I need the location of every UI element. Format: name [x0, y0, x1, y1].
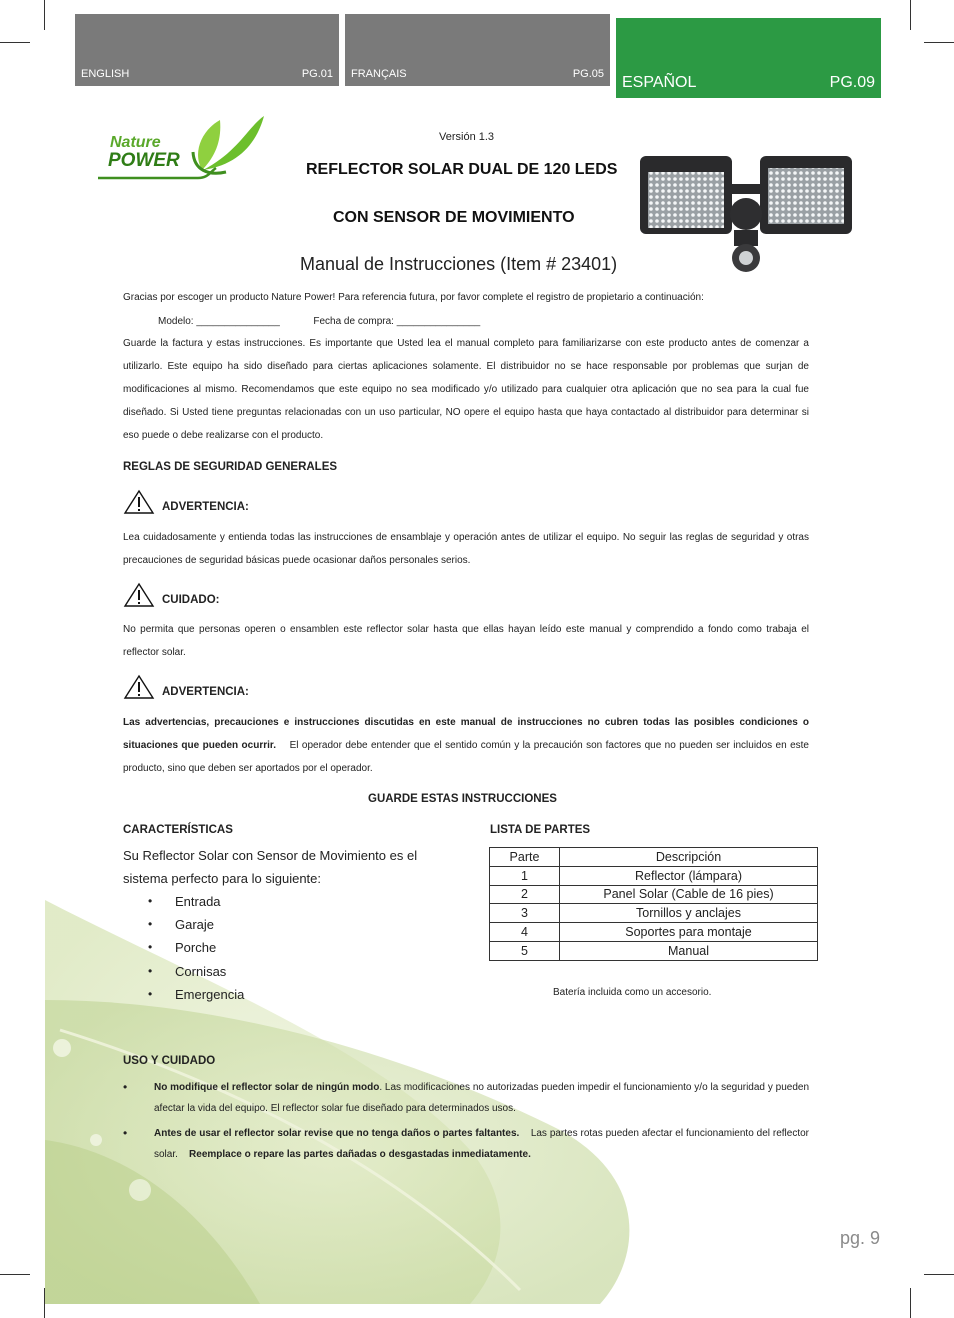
column-header: Parte	[490, 848, 560, 867]
care-item-1: • No modifique el reflector solar de ningún modo. Las modificaciones no autorizadas pueden impedir el funcionamiento y/o la seguridad y pueden afectar la vida del equipo. El reflector solar fue diseñado para determinados usos.	[123, 1080, 810, 1114]
care-item-2: • Antes de usar el reflector solar revise que no tenga daños o partes faltantes. Las partes rotas pueden afectar el funcionamiento del reflector solar. Reemplace o repare las partes dañadas o desgastadas inmediatamente.	[123, 1126, 809, 1160]
tab-english-page: PG.01	[301, 68, 333, 80]
care-item-1-text: . Las modificaciones no autorizadas pueden impedir el funcionamiento y/o la seguridad y pueden afectar la vida del equipo. El reflector solar fue diseñado para determinados usos.	[154, 1082, 810, 1114]
intro-thanks: Gracias por escoger un producto Nature Power! Para referencia futura, por favor complete el registro de propietario a continuación:	[123, 292, 704, 303]
features-list	[148, 890, 244, 1006]
title-line-1: REFLECTOR SOLAR DUAL DE 120 LEDS	[306, 161, 618, 178]
tab-francais-label: FRANÇAIS	[351, 68, 407, 80]
tab-english[interactable]	[75, 14, 339, 86]
table-row: 3 Tornillos y anclajes	[490, 904, 818, 923]
warning-2-text	[123, 711, 809, 780]
care-item-2-bold-2: Reemplace o repare las partes dañadas o desgastadas inmediatamente.	[189, 1149, 531, 1160]
list-item: • Entrada	[148, 894, 221, 909]
caution-text: No permita que personas operen o ensamblen este reflector solar hasta que ellas hayan leído este manual y comprendido a fondo como trabaja el reflector solar.	[123, 624, 809, 658]
tab-espanol-page: PG.09	[829, 74, 875, 91]
features-heading: CARACTERÍSTICAS	[123, 824, 233, 836]
warning-triangle-icon	[123, 489, 155, 515]
logo-text-nature: Nature	[110, 134, 161, 151]
parts-heading: LISTA DE PARTES	[490, 824, 591, 836]
tab-francais[interactable]	[345, 14, 610, 86]
list-item: • Porche	[148, 940, 217, 956]
model-field-label: Modelo: _______________	[158, 316, 280, 327]
nature-power-logo	[98, 112, 270, 184]
table-row: 2 Panel Solar (Cable de 16 pies)	[490, 885, 818, 904]
battery-note: Batería incluida como un accesorio.	[553, 987, 712, 998]
warning-2-label: ADVERTENCIA:	[162, 686, 249, 698]
column-header: Descripción	[560, 848, 818, 867]
warning-2-bold: Las advertencias, precauciones e instrucciones discutidas en este manual de instrucciones no cubren todas las posibles condiciones o situaciones que pueden ocurrir.	[123, 717, 809, 751]
caution	[123, 580, 220, 608]
table-row: 1 Reflector (lámpara)	[490, 866, 818, 885]
purchase-date-field-label: Fecha de compra: _______________	[313, 316, 481, 327]
care-item-2-text: Las partes rotas pueden afectar el funcionamiento del reflector solar.	[154, 1128, 809, 1160]
table-row: 4 Soportes para montaje	[490, 923, 818, 942]
logo-text-power: POWER	[108, 150, 180, 171]
tab-francais-page: PG.05	[572, 68, 604, 80]
care-item-2-bold: Antes de usar el reflector solar revise que no tenga daños o partes faltantes.	[154, 1128, 520, 1139]
caution-label: CUIDADO:	[162, 594, 220, 606]
subtitle: Manual de Instrucciones (Item # 23401)	[300, 254, 618, 274]
intro-paragraph: Guarde la factura y estas instrucciones. Es importante que Usted lea el manual completo para familiarizarse con este producto antes de comenzar a utilizarlo. Este equipo ha sido diseñado para ciertas aplicaciones solamente. El distribuidor no se hace responsable por problemas que surjan de modificaciones al mismo. Recomendamos que este equipo no sea modificado y/o utilizado para cualquier otra aplicación que no sea para la cual fue diseñado. Si Usted tiene preguntas relacionadas con un uso particular, NO opere el equipo hasta que haya contactado al distribuidor para determinar si eso puede o debe realizarse con el producto.	[123, 338, 809, 441]
save-instructions: GUARDE ESTAS INSTRUCCIONES	[368, 793, 557, 805]
warning-2-body: El operador debe entender que el sentido común y la precaución son factores que no pueden ser incluidos en este producto, sino que deben ser aportados por el operador.	[123, 740, 809, 774]
safety-heading: REGLAS DE SEGURIDAD GENERALES	[123, 461, 338, 473]
warning-triangle-icon	[123, 582, 155, 608]
version-label: Versión 1.3	[439, 131, 495, 143]
warning-1-text: Lea cuidadosamente y entienda todas las instrucciones de ensamblaje y operación antes de utilizar el equipo. No seguir las reglas de seguridad y otras precauciones de seguridad básicas puede ocasionar daños personales serios.	[123, 532, 809, 566]
table-header-row	[490, 848, 818, 867]
tab-espanol-label: ESPAÑOL	[622, 74, 697, 91]
care-item-1-bold: No modifique el reflector solar de ningún modo	[154, 1082, 380, 1093]
table-row: 5 Manual	[490, 941, 818, 960]
warning-triangle-icon	[123, 674, 155, 700]
warning-1	[123, 487, 249, 515]
solar-floodlight-product-image	[636, 152, 866, 276]
warning-2	[123, 672, 249, 700]
care-heading: USO Y CUIDADO	[123, 1055, 216, 1067]
owner-registration	[158, 310, 758, 333]
parts-table	[489, 847, 818, 961]
tab-english-label: ENGLISH	[81, 68, 130, 80]
list-item: • Cornisas	[148, 963, 227, 979]
page-number: pg. 9	[840, 1228, 881, 1248]
title-line-2: CON SENSOR DE MOVIMIENTO	[333, 209, 575, 226]
list-item: • Garaje	[148, 917, 215, 933]
features-intro: Su Reflector Solar con Sensor de Movimiento es el sistema perfecto para lo siguiente:	[123, 848, 418, 886]
tab-espanol[interactable]	[616, 18, 881, 98]
warning-1-label: ADVERTENCIA:	[162, 501, 249, 513]
list-item: • Emergencia	[148, 986, 245, 1002]
